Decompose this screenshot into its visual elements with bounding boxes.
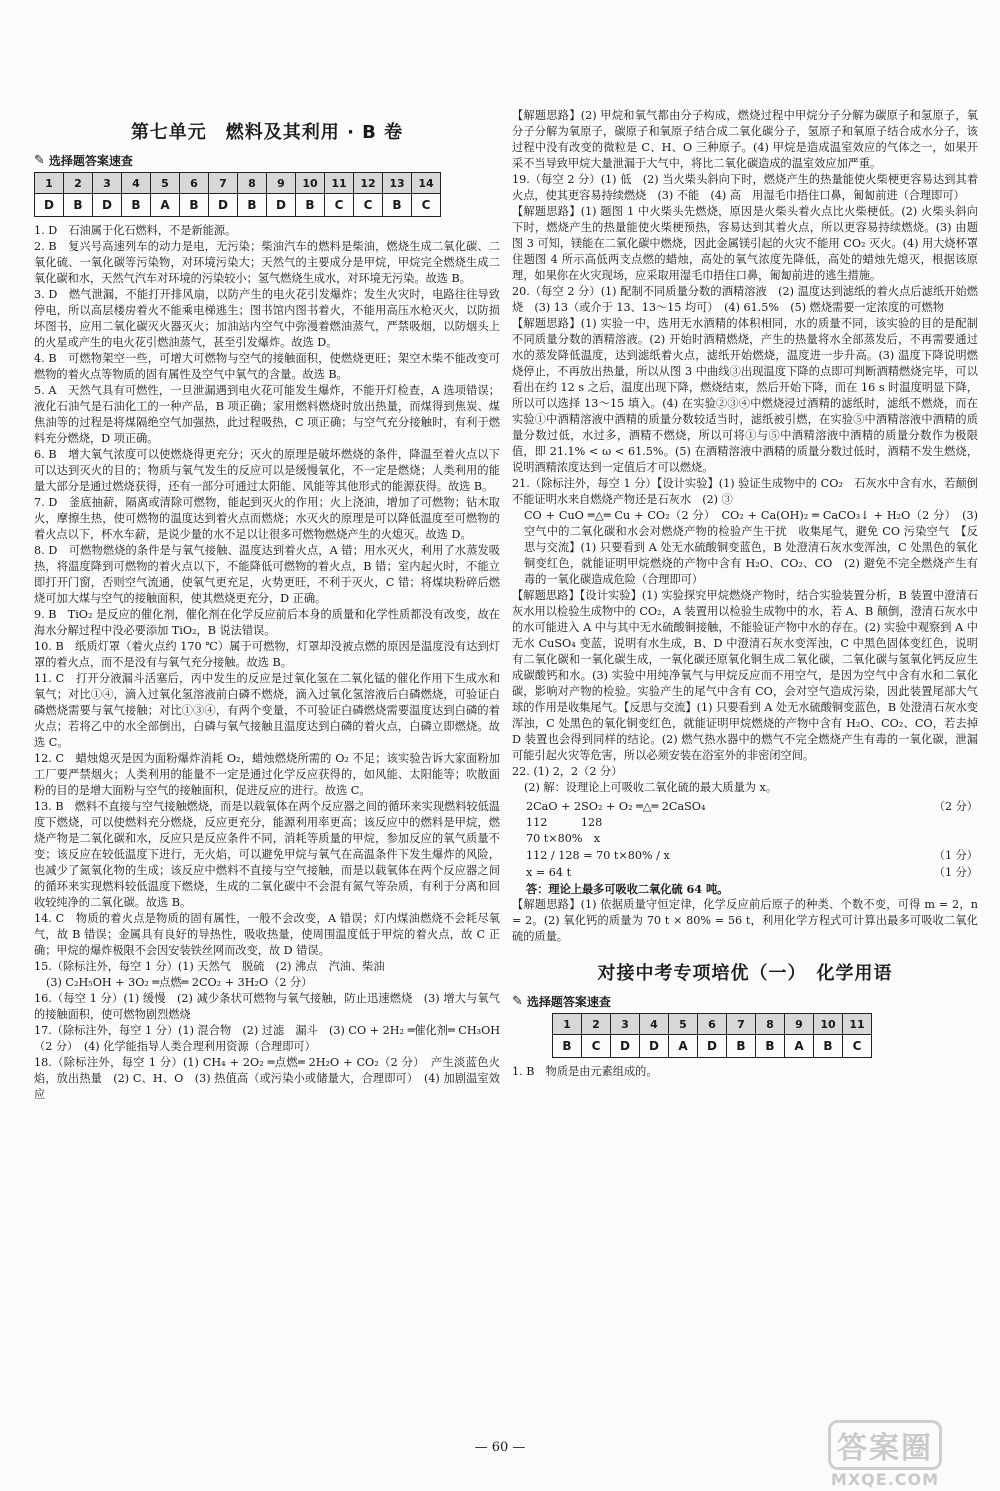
answer-number-cell: 11 xyxy=(843,1014,872,1035)
answer-letter-cell: B xyxy=(238,194,267,217)
explanation-paragraph: (3) C₂H₅OH + 3O₂ ═点燃═ 2CO₂ + 3H₂O（2 分） xyxy=(46,976,313,989)
explanation-paragraph: 4. B 可燃物架空一些，可增大可燃物与空气的接触面积，使燃烧更旺；架空木柴不能改变可燃物的着火点等物质的固有属性及空气中氧气的含量。故选 B。 xyxy=(34,352,500,381)
explanation-paragraph: 2. B 复兴号高速列车的动力是电，无污染；柴油汽车的燃料是柴油，燃烧生成二氧化碳、二氧化硫、一氧化碳等污染物，对环境污染大；天然气的主要成分是甲烷，甲烷完全燃烧生成二氧化碳和水，天然气汽车对环境的污染较小；氢气燃烧生成水，对环境无污染。故选 B。 xyxy=(34,240,500,285)
answer-letter-cell: B xyxy=(756,1035,785,1058)
answer-letter-cell: D xyxy=(698,1035,727,1058)
section-title-2: 对接中考专项培优（一） 化学用语 xyxy=(597,963,893,984)
answer-letter-cell: D xyxy=(267,194,296,217)
explanation-paragraph: 7. D 釜底抽薪，隔离或清除可燃物，能起到灭火的作用；火上浇油，增加了可燃物；钻木取火，摩擦生热，使可燃物的温度达到着火点而燃烧；水灭火的原理是可以降低温度至可燃物的着火点以下，杯水车薪，是说少量的水不足以让很多可燃物燃烧产生的火熄灭。故选 D。 xyxy=(34,496,500,541)
answer-number-cell: 3 xyxy=(93,173,122,194)
answer-number-cell: 12 xyxy=(354,173,383,194)
answer-number-cell: 2 xyxy=(582,1014,611,1035)
calc-ratio: 112 / 128 = 70 t×80% / x xyxy=(526,849,670,862)
explanation-paragraph: 22. (1) 2，2（2 分） xyxy=(512,765,623,778)
answer-letter-cell: D xyxy=(640,1035,669,1058)
pencil-icon: ✎ xyxy=(34,153,45,168)
explanation-paragraph: (2) 解：设理论上可吸收二氧化硫的最大质量为 x。 xyxy=(524,781,778,794)
answer-number-cell: 9 xyxy=(267,173,296,194)
answer-number-cell: 11 xyxy=(325,173,354,194)
calc-result: x = 64 t xyxy=(526,866,572,879)
answer-letter-cell: C xyxy=(354,194,383,217)
answer-letter-cell: B xyxy=(814,1035,843,1058)
page-number: — 60 — xyxy=(474,1440,526,1455)
answer-letter-cell: D xyxy=(93,194,122,217)
explanation-paragraph: 【解题思路】(1) 实验一中，选用无水酒精的体积相同，水的质量不同，该实验的目的是配制不同质量分数的酒精溶液。(2) 开始时酒精燃烧，产生的热量将水全部蒸发后，不再需要通过水的蒸发降低温度，达到滤纸着火点，滤纸开始燃烧，温度进一步升高。(3) 温度下降说明燃烧停止，不再放出热量，所以从图 3 中曲线③出现温度下降的点即可判断酒精燃烧完毕，可以看出在约 12 s 之后，温度出现下降，燃烧结束，然后开始下降，而在 16 s 时温度明显下降，所以可以选择 13～15 填入。(4) 在实验②③④中燃烧浸过酒精的滤纸时，滤纸不燃烧，而在实验①中酒精溶液中酒精的质量分数较适当时，滤纸被引燃，在实验⑤中酒精溶液中酒精的质量分数过低，水过多，酒精不燃烧，所以可将①与⑤中酒精溶液中酒精的质量分数作为极限值，即 21.1% < ω < 61.5%。(5) 在酒精溶液中酒精的质量分数过低时，酒精不发生燃烧，说明酒精浓度达到一定值后才可以燃烧。 xyxy=(512,317,978,474)
answer-letter-cell: B xyxy=(122,194,151,217)
pencil-icon: ✎ xyxy=(512,994,523,1009)
answer-number-cell: 4 xyxy=(640,1014,669,1035)
answer-number-cell: 5 xyxy=(151,173,180,194)
explanation-paragraph: 14. C 物质的着火点是物质的固有属性，一般不会改变，A 错误；灯内煤油燃烧不会耗尽氧气，故 B 错误；金属具有良好的导热性，吸收热量，使周围温度低于甲烷的着火点，故 C 正确；甲烷的爆炸极限不会因安装铁丝网而改变，故 D 错误。 xyxy=(34,912,500,957)
explanation-paragraph: 11. C 打开分液漏斗活塞后，丙中发生的反应是过氧化氢在二氧化锰的催化作用下生成水和氧气；对比①④，滴入过氧化氢溶液前白磷不燃烧，滴入过氧化氢溶液后白磷燃烧，可验证白磷燃烧需要与氧气接触；对比①③④，有两个变量，不可验证白磷燃烧需要温度达到白磷的着火点；若将乙中的水全部倒出，白磷与氧气接触且温度达到白磷的着火点，白磷立即燃烧。故选 C。 xyxy=(34,672,500,749)
answer-number-cell: 2 xyxy=(64,173,93,194)
answer-letter-cell: B xyxy=(64,194,93,217)
answer-letter-cell: C xyxy=(325,194,354,217)
answer-number-cell: 8 xyxy=(756,1014,785,1035)
answer-number-cell: 6 xyxy=(180,173,209,194)
explanation-paragraph: 6. B 增大氧气浓度可以使燃烧得更充分；灭火的原理是破坏燃烧的条件，降温至着火点以下可以达到灭火的目的；物质与氧气发生的反应可以是缓慢氧化，不一定是燃烧；人类利用的能量大部分是通过燃烧获得，还有一部分可通过太阳能、风能等其他形式的能源获得。故选 B。 xyxy=(34,448,500,493)
left-column xyxy=(34,108,500,1480)
answer-number-cell: 9 xyxy=(785,1014,814,1035)
watermark-logo: 答案圈 MXQE.COM xyxy=(790,1420,980,1486)
left-explanations xyxy=(34,223,500,1103)
explanation-paragraph: 【解题思路】(2) 甲烷和氧气都由分子构成，燃烧过程中甲烷分子分解为碳原子和氢原子，氧分子分解为氧原子，碳原子和氧原子结合成二氧化碳分子，氢原子和氧原子结合成水分子，该过程中没有改变的微粒是 C、H、O 三种原子。(4) 甲烷是造成温室效应的气体之一，如果开采不当导致甲烷大量泄漏于大气中，将比二氧化碳造成的温室效应加严重。 xyxy=(512,109,978,170)
explanation-paragraph: 【解题思路】(1) 题图 1 中火柴头先燃烧，原因是火柴头着火点比火柴梗低。(2) 火柴头斜向下时，燃烧产生的热量能使火柴梗预热，容易达到其着火点，所以更容易持续燃烧。(3) 由题图 3 可知，镁能在二氧化碳中燃烧，因此金属镁引起的火灾不能用 CO₂ 灭火。(4) 用大烧杯罩住题图 4 所示高低两支点燃的蜡烛，高处的氧气浓度先降低，高处的蜡烛先熄灭，根据该原理，如果你在火灾现场，应采取用湿毛巾捂住口鼻，匍匐前进的逃生措施。 xyxy=(512,205,978,282)
explanation-paragraph: 20.（每空 2 分）(1) 配制不同质量分数的酒精溶液 (2) 温度达到滤纸的着火点后滤纸开始燃烧 (3) 13（或介于 13、13～15 均可） (4) 61.5% (5) 燃烧需要一定浓度的可燃物 xyxy=(512,285,978,314)
explanation-paragraph: 1. D 石油属于化石燃料，不是新能源。 xyxy=(34,224,237,237)
answer-number-cell: 10 xyxy=(296,173,325,194)
right-explanations xyxy=(512,108,978,796)
calculation-block: 2CaO + 2SO₂ + O₂ ═△═ 2CaSO₄ （2 分） 112 128 70 t×80% x 112 / 128 = 70 t×80% / x （1 分） x = 64 t （1 分） 答：理论上最多可吸收二氧化硫 64 吨。 【解题思路】(1) 依据质量守恒定律，化学反应前后原子的种类、个数不变，可得 m = 2，n = 2。(2) 氧化钙的质量为 70 t × 80% = 56 t，利用化学方程式可计算出最多可吸收二氧化硫的质量。 xyxy=(512,800,978,943)
answer-letter-cell: B xyxy=(553,1035,582,1058)
calc-given-row: 70 t×80% x xyxy=(526,832,601,845)
answer-number-cell: 10 xyxy=(814,1014,843,1035)
answer-letter-cell: B xyxy=(383,194,412,217)
explanation-paragraph: 19.（每空 2 分）(1) 低 (2) 当火柴头斜向下时，燃烧产生的热量能使火柴梗更容易达到其着火点，使其更容易持续燃烧 (3) 不能 (4) 高 用湿毛巾捂住口鼻，匍匐前进（合理即可） xyxy=(512,173,978,202)
quick-answer-label: ✎ 选择题答案速查 xyxy=(34,153,133,168)
explanation-paragraph: 21.（除标注外，每空 1 分）【设计实验】(1) 验证生成物中的 CO₂ 石灰水中含有水，若颠倒不能证明水来自燃烧产物还是石灰水 (2) ③ xyxy=(512,477,978,506)
calc-mass-row: 112 128 xyxy=(526,816,603,829)
answer-number-cell: 6 xyxy=(698,1014,727,1035)
explanation-paragraph: 9. B TiO₂ 是反应的催化剂，催化剂在化学反应前后本身的质量和化学性质都没有改变，故在海水分解过程中没必要添加 TiO₂，B 说法错误。 xyxy=(34,608,500,637)
answer-number-cell: 14 xyxy=(412,173,441,194)
explanation-paragraph: 8. D 可燃物燃烧的条件是与氧气接触、温度达到着火点，A 错；用水灭火，利用了水蒸发吸热，将温度降到可燃物的着火点以下，不能降低可燃物的着火点，B 错；室内起火时，不能立即打开门窗，否则空气流通，使氧气更充足，火势更旺，不利于灭火，C 错；将煤块粉碎后燃烧可加大煤与空气的接触面积，使其燃烧更充分，D 正确。 xyxy=(34,544,500,605)
explain-22: 【解题思路】(1) 依据质量守恒定律，化学反应前后原子的种类、个数不变，可得 m = 2，n = 2。(2) 氧化钙的质量为 70 t × 80% = 56 t，利用化学方程式可计算出最多可吸收二氧化硫的质量。 xyxy=(512,898,978,943)
answer-letter-cell: C xyxy=(582,1035,611,1058)
answer-number-cell: 5 xyxy=(669,1014,698,1035)
explanation-paragraph: CO + CuO ═△═ Cu + CO₂（2 分） CO₂ + Ca(OH)₂ ═ CaCO₃↓ + H₂O（2 分） (3) 空气中的二氧化碳和水会对燃烧产物的检验产生干扰 收集尾气，避免 CO 污染空气 【反思与交流】(1) 只要看到 A 处无水硫酸铜变蓝色，B 处澄清石灰水变浑浊，C 处黑色的氧化铜变红色，就能证明甲烷燃烧的产物中含有 H₂O、CO₂、CO (2) 避免不完全燃烧产生有毒的一氧化碳造成危险（合理即可） xyxy=(524,509,978,586)
right-column xyxy=(512,108,978,1480)
explanation-paragraph: 16.（每空 1 分）(1) 缓慢 (2) 减少条状可燃物与氧气接触，防止迅速燃烧 (3) 增大与氧气的接触面积，使可燃物剧烈燃烧 xyxy=(34,992,500,1021)
explanation-paragraph: 【解题思路】【设计实验】(1) 实验探究甲烷燃烧产物时，结合实验装置分析，B 装置中澄清石灰水用以检验生成物中的 CO₂，A 装置用以检验生成物中的水，若 A、B 颠倒，澄清石灰水中的水可能进入 A 中与其中无水硫酸铜接触，不能验证产物中水的存在。(2) 实验中观察到 A 中无水 CuSO₄ 变蓝，说明有水生成，B、D 中澄清石灰水变浑浊，C 中黑色固体变红色，说明有二氧化碳和一氧化碳生成，一氧化碳还原氧化铜生成二氧化碳，二氧化碳与氢氧化钙反应生成碳酸钙和水。(3) 实验中用纯净氧气与甲烷反应而不用空气，是因为空气中含有水和二氧化碳，影响对产物的检验。实验产生的尾气中含有 CO，会对空气造成污染，因此装置尾部大气球的作用是收集尾气。【反思与交流】(1) 只要看到 A 处无水硫酸铜变蓝色，B 处澄清石灰水变浑浊，C 处黑色的氧化铜变红色，就能证明甲烷燃烧的产物中含有 H₂O、CO₂、CO，若去掉 D 装置也会得到同样的结论。(2) 燃气热水器中的燃气不完全燃烧产生有毒的一氧化碳，泄漏可能引起火灾等危害，所以必须安装在浴室外的非密闭空间。 xyxy=(512,589,978,762)
answer-letter-cell: C xyxy=(412,194,441,217)
explanation-paragraph: 17.（除标注外，每空 1 分）(1) 混合物 (2) 过滤 漏斗 (3) CO + 2H₂ ═催化剂═ CH₃OH（2 分） (4) 化学能指导人类合理利用资源（合理即可） xyxy=(34,1024,500,1053)
answer-letter-cell: D xyxy=(35,194,64,217)
calc-equation: 2CaO + 2SO₂ + O₂ ═△═ 2CaSO₄ xyxy=(526,800,706,813)
answer-number-cell: 4 xyxy=(122,173,151,194)
answer-number-cell: 8 xyxy=(238,173,267,194)
explanation-paragraph: 3. D 燃气泄漏，不能打开排风扇，以防产生的电火花引发爆炸；发生火灾时，电路往往导致停电，所以高层楼房着火不能乘电梯逃生；图书馆内图书着火，不能用高压水枪灭火，以防损坏图书，应用二氧化碳灭火器灭火；加油站内空气中弥漫着燃油蒸气，严禁吸烟，以防烟头上的火星或产生的电火花引燃油蒸气，甚至引发爆炸。故选 D。 xyxy=(34,288,500,349)
calc-answer: 答：理论上最多可吸收二氧化硫 64 吨。 xyxy=(526,882,729,896)
quick-answer-label-2: ✎ 选择题答案速查 xyxy=(512,994,611,1009)
answer-number-cell: 3 xyxy=(611,1014,640,1035)
answer-table xyxy=(34,172,441,217)
answer-letter-cell: B xyxy=(180,194,209,217)
answer-letter-cell: A xyxy=(785,1035,814,1058)
answer-number-cell: 7 xyxy=(727,1014,756,1035)
explanation-paragraph: 13. B 燃料不直接与空气接触燃烧，而是以载氧体在两个反应器之间的循环来实现燃料较低温度下燃烧，可以使燃料充分燃烧，反应更充分，能源利用率更高；该反应中的燃料是甲烷，燃烧产物是二氧化碳和水，反应只是反应条件不同，消耗等质量的甲烷，参加反应的氧气质量不变；该反应在较低温度下进行，无火焰，可以避免甲烷与氧气在高温条件下发生爆炸的风险，也减少了氮氧化物的生成；该反应中燃料不直接与空气接触，而是以载氧体在两个反应器之间的循环来实现燃料较低温度下燃烧，生成的二氧化碳中不会混有氮气等杂质，有利于分离和回收较纯净的二氧化碳。故选 B。 xyxy=(34,800,500,909)
explanation-paragraph: 12. C 蜡烛熄灭是因为面粉爆炸消耗 O₂，蜡烛燃烧所需的 O₂ 不足；该实验告诉大家面粉加工厂要严禁烟火；人类利用的能量不一定是通过化学反应获得的，如风能、太阳能等；吹散面粉的目的是增大面粉与空气的接触面积，促进反应的进行。故选 C。 xyxy=(34,752,500,797)
unit-title: 第七单元 燃料及其利用 · B 卷 xyxy=(130,122,404,143)
answer-table-2 xyxy=(552,1013,872,1058)
explanation-paragraph: 5. A 天然气具有可燃性，一旦泄漏遇到电火花可能发生爆炸，不能开灯检查，A 选项错误；液化石油气是石油化工的一种产品，B 项正确；家用燃料燃烧时放出热量，而煤得到焦炭、煤焦油等的过程是将煤隔绝空气加强热，此过程吸热，C 项正确；与空气充分接触时，有利于燃料充分燃烧，D 项正确。 xyxy=(34,384,500,445)
answer-letter-cell: A xyxy=(151,194,180,217)
answer-letter-cell: D xyxy=(611,1035,640,1058)
explanation-paragraph: 10. B 纸质灯罩（着火点约 170 ℃）属于可燃物，灯罩却没被点燃的原因是温度没有达到灯罩的着火点，而不是没有与氧气充分接触。故选 B。 xyxy=(34,640,500,669)
explanation-paragraph: 18.（除标注外，每空 1 分）(1) CH₄ + 2O₂ ═点燃═ 2H₂O + CO₂（2 分） 产生淡蓝色火焰，放出热量 (2) C、H、O (3) 热值高（或污染小或储量大，合理即可） (4) 加剧温室效应 xyxy=(34,1056,500,1101)
answer-number-cell: 1 xyxy=(553,1014,582,1035)
answer-letter-cell: C xyxy=(843,1035,872,1058)
answer-letter-cell: A xyxy=(669,1035,698,1058)
explanation-paragraph: 15.（除标注外，每空 1 分）(1) 天然气 脱硫 (2) 沸点 汽油、柴油 xyxy=(34,960,385,973)
answer-number-cell: 1 xyxy=(35,173,64,194)
last-explanation: 1. B 物质是由元素组成的。 xyxy=(512,1065,658,1078)
answer-letter-cell: D xyxy=(209,194,238,217)
answer-number-cell: 13 xyxy=(383,173,412,194)
answer-letter-cell: B xyxy=(727,1035,756,1058)
answer-letter-cell: B xyxy=(296,194,325,217)
answer-number-cell: 7 xyxy=(209,173,238,194)
